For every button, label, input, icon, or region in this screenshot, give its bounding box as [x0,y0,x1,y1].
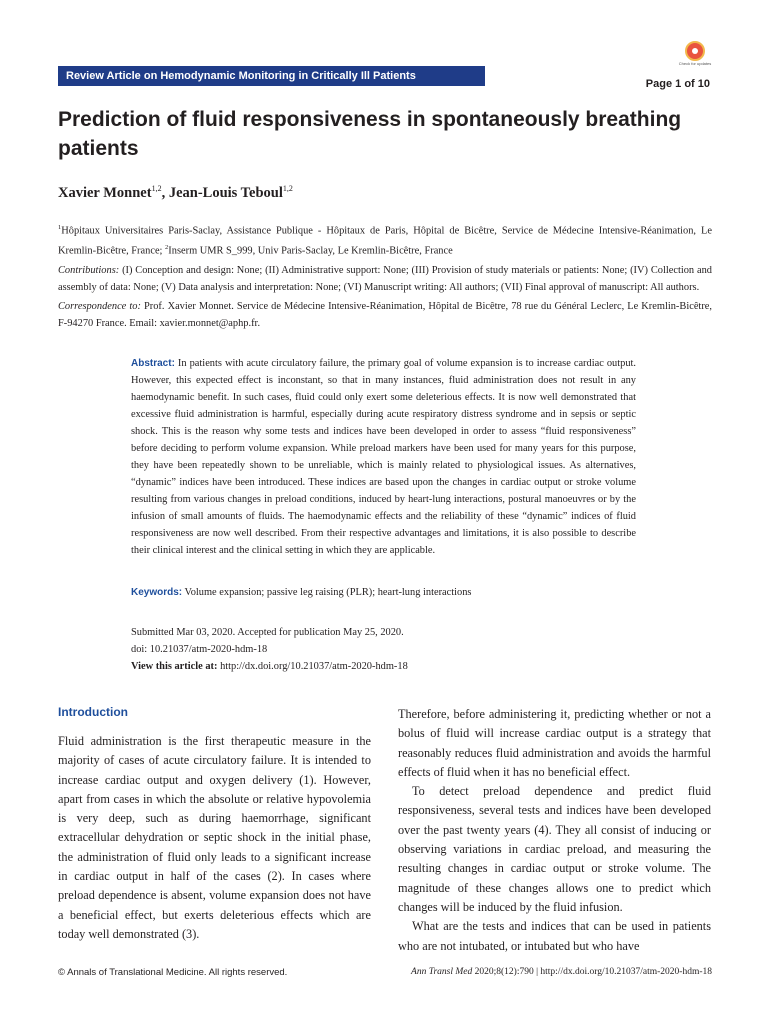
affiliation-text: Inserm UMR S_999, Univ Paris-Saclay, Le Kremlin-Bicêtre, France [168,245,453,257]
check-for-updates-badge[interactable] [678,41,712,71]
author-name: Jean-Louis Teboul [168,184,283,201]
article-metadata [58,219,712,334]
publication-info [131,624,408,675]
correspondence [58,298,712,332]
article-title: Prediction of fluid responsiveness in spontaneously breathing patients [58,108,682,160]
affiliation-sup: 1 [58,224,62,231]
citation-details: 2020;8(12):790 | http://dx.doi.org/10.21037/atm-2020-hdm-18 [472,967,712,977]
keywords [131,587,471,598]
affiliation-sup: 2 [165,244,169,252]
correspondence-label: Correspondence to: [58,300,141,312]
body-column-left [58,705,371,944]
copyright-notice: © Annals of Translational Medicine. All rights reserved. [58,967,288,978]
view-article-url[interactable]: http://dx.doi.org/10.21037/atm-2020-hdm-18 [217,661,408,672]
abstract-label: Abstract: [131,358,175,369]
doi: doi: 10.21037/atm-2020-hdm-18 [131,644,268,655]
body-column-right [398,705,711,956]
section-heading: Introduction [58,705,128,719]
view-article-link[interactable] [131,658,408,675]
submission-dates: Submitted Mar 03, 2020. Accepted for publication May 25, 2020. [131,627,404,638]
paragraph: Fluid administration is the first therapeutic measure in the majority of cases of acute circulatory failure. It is intended to increase cardiac output and oxygen delivery (1). However, apart from cases in which the absolute or relative hypovolemia is very deep, such as during haemorrhage, significant extracellular dehydration or septic shock in the initial phase, the administration of fluid only leads to a significant increase in cardiac output in half of the cases (2). In cases where preload dependence is absent, volume expansion does not have a beneficial effect, but exerts deleterious effects which are today well demonstrated (3). [58,734,371,941]
view-article-label: View this article at: [131,661,218,672]
check-for-updates-label: Check for updates [678,61,712,66]
author-name: Xavier Monnet [58,184,152,201]
citation [411,967,712,977]
author-affiliation-sup: 1,2 [151,184,162,193]
check-for-updates-icon [685,41,705,61]
journal-section-banner: Review Article on Hemodynamic Monitoring in Critically Ill Patients [58,66,485,86]
author-separator: , [161,184,169,201]
author-list [58,184,293,202]
paragraph: Therefore, before administering it, predicting whether or not a bolus of fluid will increase cardiac output is a strategy that reasonably reduces fluid administration and avoids the harmful effects of fluid when it has no beneficial effect. [398,707,711,779]
affiliations [58,219,712,260]
abstract-text: In patients with acute circulatory failure, the primary goal of volume expansion is to increase cardiac output. However, this expected effect is inconstant, so that in many instances, fluid administration does not result in any haemodynamic benefit. In such cases, fluid could only exert some deleterious effects. It is now well demonstrated that excessive fluid administration is harmful, especially during acute respiratory distress syndrome and in sepsis or septic shock. This is the reason why some tests and indices have been developed in order to assess “fluid responsiveness” before deciding to perform volume expansion. While preload markers have been used for many years for this purpose, they have been repeatedly shown to be unreliable, which is mainly related to physiological issues. As alternatives, “dynamic” indices have been introduced. These indices are based upon the changes in cardiac output or stroke volume resulting from various changes in preload conditions, induced by heart-lung interactions, postural manoeuvres or by the infusion of small amounts of fluids. The haemodynamic effects and the reliability of these “dynamic” indices of fluid responsiveness are now well described. From their respective advantages and limitations, it is also possible to describe their clinical interest and the clinical setting in which they are applicable. [131,358,636,556]
journal-name: Ann Transl Med [411,967,473,977]
paragraph: To detect preload dependence and predict fluid responsiveness, several tests and indices have been developed over the past twenty years (4). They all consist of inducing or observing variations in cardiac preload, and measuring the resulting changes in cardiac output or stroke volume. The magnitude of these changes allows one to predict which changes will be induced by the fluid infusion. [398,784,711,914]
affiliation-text: Hôpitaux Universitaires Paris-Saclay, Assistance Publique - Hôpitaux de Paris, Hôpital de Bicêtre, Service de Médecine Intensive-Réanimation, Le Kremlin-Bicêtre, France; [58,225,712,257]
keywords-text: Volume expansion; passive leg raising (PLR); heart-lung interactions [182,587,472,598]
author-affiliation-sup: 1,2 [282,184,293,193]
keywords-label: Keywords: [131,587,183,598]
paragraph: What are the tests and indices that can be used in patients who are not intubated, or intubated but who have [398,919,711,953]
contributions-label: Contributions: [58,264,120,276]
contributions [58,262,712,296]
contributions-text: (I) Conception and design: None; (II) Administrative support: None; (III) Provision of study materials or patients: None; (IV) Collection and assembly of data: None; (V) Data analysis and interpretation: None; (VI) Manuscript writing: All authors; (VII) Final approval of manuscript: All authors. [58,264,712,293]
abstract [131,355,636,559]
correspondence-text: Prof. Xavier Monnet. Service de Médecine Intensive-Réanimation, Hôpital de Bicêtre, 78 rue du Général Leclerc, Le Kremlin-Bicêtre, F-94270 France. Email: xavier.monnet@aphp.fr. [58,300,712,329]
page-number: Page 1 of 10 [645,78,710,90]
